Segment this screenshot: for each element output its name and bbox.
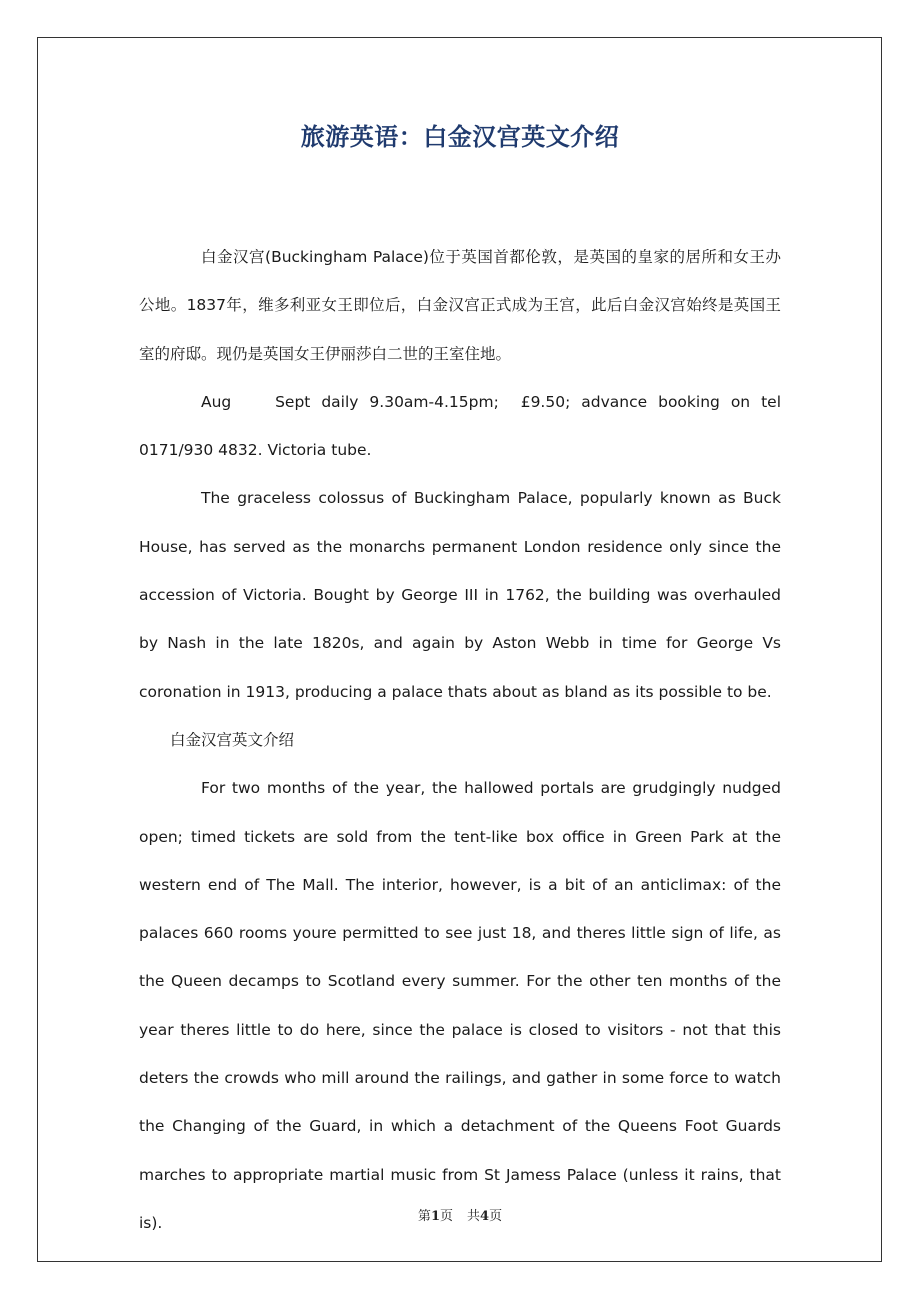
total-unit: 页 bbox=[489, 1209, 503, 1224]
paragraph-intro-chinese: 白金汉宫(Buckingham Palace)位于英国首都伦敦，是英国的皇家的居所和女王办公地。1837年，维多利亚女王即位后，白金汉宫正式成为王宫，此后白金汉宫始终是英国王室的府邸。现仍是英国女王伊丽莎白二世的王室住地。 bbox=[139, 248, 781, 363]
paragraph-opening-hours: Aug Sept daily 9.30am-4.15pm; £9.50; advance booking on tel 0171/930 4832. Victoria tube. bbox=[139, 392, 786, 460]
page-total: 4 bbox=[480, 1209, 490, 1224]
document-title: 旅游英语：白金汉宫英文介绍 bbox=[300, 123, 620, 151]
page-unit: 页 bbox=[439, 1209, 453, 1224]
paragraph-visiting: For two months of the year, the hallowed portals are grudgingly nudged open; timed tickets are sold from the tent-like box office in Green Park at the western end of The Mall. The interior, however, is a bit of an anticlimax: of the palaces 660 rooms youre permitted to see just 18, and theres little sign of life, as the Queen decamps to Scotland every summer. For the other ten months of the year theres little to do here, since the palace is closed to visitors - not that this deters the crowds who mill around the railings, and gather in some force to watch the Changing of the Guard, in which a detachment of the Queens Foot Guards marches to appropriate martial music from St Jamess Palace (unless it rains, that is). bbox=[139, 779, 781, 1232]
page-prefix: 第 bbox=[417, 1209, 431, 1224]
total-prefix: 共 bbox=[467, 1209, 481, 1224]
page-footer bbox=[0, 1205, 920, 1224]
section-heading: 白金汉宫英文介绍 bbox=[170, 730, 295, 749]
page-current: 1 bbox=[430, 1209, 440, 1224]
document-body bbox=[139, 233, 786, 1247]
paragraph-history: The graceless colossus of Buckingham Palace, popularly known as Buck House, has served as the monarchs permanent London residence only since the accession of Victoria. Bought by George III in 1762, the building was overhauled by Nash in the late 1820s, and again by Aston Webb in time for George Vs coronation in 1913, producing a palace thats about as bland as its possible to be. bbox=[139, 489, 781, 701]
